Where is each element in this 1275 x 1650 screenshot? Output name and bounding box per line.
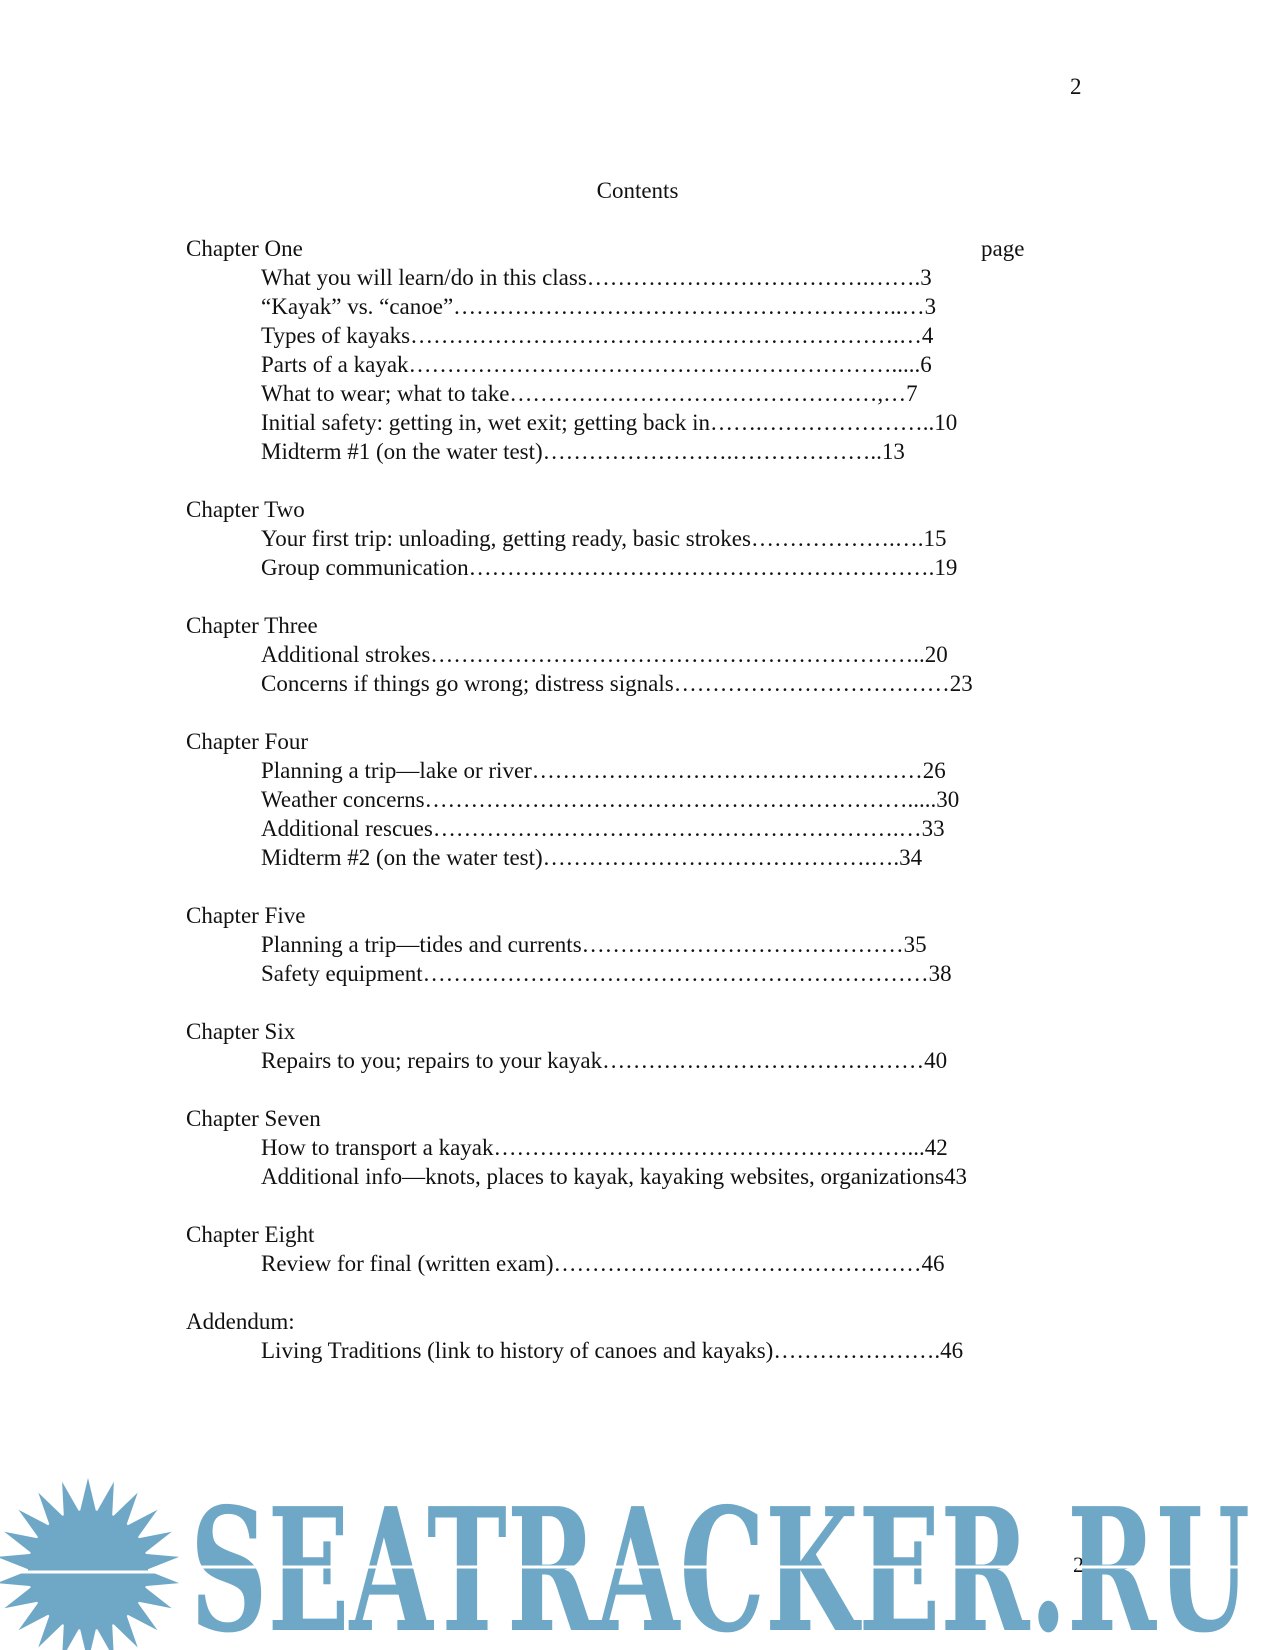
toc-entry: “Kayak” vs. “canoe”…………………………………………………..…3 <box>261 294 937 319</box>
watermark-text: SEATRACKER.RU <box>190 1471 1250 1650</box>
toc-entry: Planning a trip—lake or river……………………………………………26 <box>261 758 946 783</box>
toc-entry: Weather concerns……………………………………………………….....30 <box>261 787 960 812</box>
toc-chapter <box>186 1307 1086 1365</box>
watermark-logo <box>0 1460 1275 1650</box>
footer-page-number: 2 <box>1073 1552 1084 1577</box>
toc-entry: Initial safety: getting in, wet exit; getting back in…….…………………..10 <box>261 410 958 435</box>
chapter-heading <box>186 1307 1086 1336</box>
toc-entry: Repairs to you; repairs to your kayak……………………………………40 <box>261 1048 948 1073</box>
sun-icon <box>0 1478 179 1650</box>
toc-entry: How to transport a kayak………………………………………………...42 <box>261 1135 948 1160</box>
chapter-heading <box>186 495 1086 524</box>
chapter-title: Addendum: <box>186 1309 295 1334</box>
chapter-title: Chapter One <box>186 236 303 261</box>
toc-chapter <box>186 611 1086 698</box>
toc-chapter <box>186 901 1086 988</box>
toc-entry: Additional strokes………………………………………………………..20 <box>261 642 948 667</box>
toc-chapter <box>186 1220 1086 1278</box>
toc-entry: Concerns if things go wrong; distress signals………………………………23 <box>261 671 973 696</box>
toc-entry: Midterm #1 (on the water test)…………………….………………..13 <box>261 439 905 464</box>
toc-entry: Review for final (written exam)…………………………………………46 <box>261 1251 945 1276</box>
toc-entry: Midterm #2 (on the water test)…………………………………….….34 <box>261 845 923 870</box>
chapter-title: Chapter Six <box>186 1019 296 1044</box>
toc-entry: Group communication…………………………………………………….19 <box>261 555 958 580</box>
toc-entry: Additional rescues…………………………………………………….…33 <box>261 816 945 841</box>
chapter-heading <box>186 234 1086 263</box>
toc-entry: Additional info—knots, places to kayak, kayaking websites, organizations43 <box>261 1164 968 1189</box>
toc-entry: Safety equipment…………………………………………………………38 <box>261 961 952 986</box>
page-column-label: page <box>981 236 1025 261</box>
toc-chapter <box>186 1017 1086 1075</box>
chapter-title: Chapter Eight <box>186 1222 315 1247</box>
toc-entry: Parts of a kayak……………………………………………………….....6 <box>261 352 932 377</box>
chapter-heading <box>186 727 1086 756</box>
chapter-title: Chapter Five <box>186 903 306 928</box>
toc-chapter <box>186 727 1086 872</box>
toc-chapter <box>186 495 1086 582</box>
toc-entry: Living Traditions (link to history of canoes and kayaks)………………….46 <box>261 1338 964 1363</box>
chapter-title: Chapter Four <box>186 729 309 754</box>
chapter-heading <box>186 611 1086 640</box>
toc-entry: Planning a trip—tides and currents……………………………………35 <box>261 932 927 957</box>
toc-entry: Types of kayaks……………………………………………………….…4 <box>261 323 934 348</box>
toc-chapter <box>186 234 1086 466</box>
toc-chapter <box>186 1104 1086 1191</box>
page-number: 2 <box>1070 74 1082 99</box>
table-of-contents <box>186 234 1086 1394</box>
toc-entry: Your first trip: unloading, getting ready, basic strokes……………….….15 <box>261 526 947 551</box>
contents-title: Contents <box>596 178 679 203</box>
chapter-heading <box>186 1220 1086 1249</box>
toc-entry: What to wear; what to take…………………………………………,…7 <box>261 381 918 406</box>
chapter-title: Chapter Two <box>186 497 305 522</box>
chapter-heading <box>186 901 1086 930</box>
toc-entry: What you will learn/do in this class……………………………….…….3 <box>261 265 932 290</box>
chapter-heading <box>186 1104 1086 1133</box>
chapter-title: Chapter Seven <box>186 1106 321 1131</box>
chapter-heading <box>186 1017 1086 1046</box>
chapter-title: Chapter Three <box>186 613 318 638</box>
